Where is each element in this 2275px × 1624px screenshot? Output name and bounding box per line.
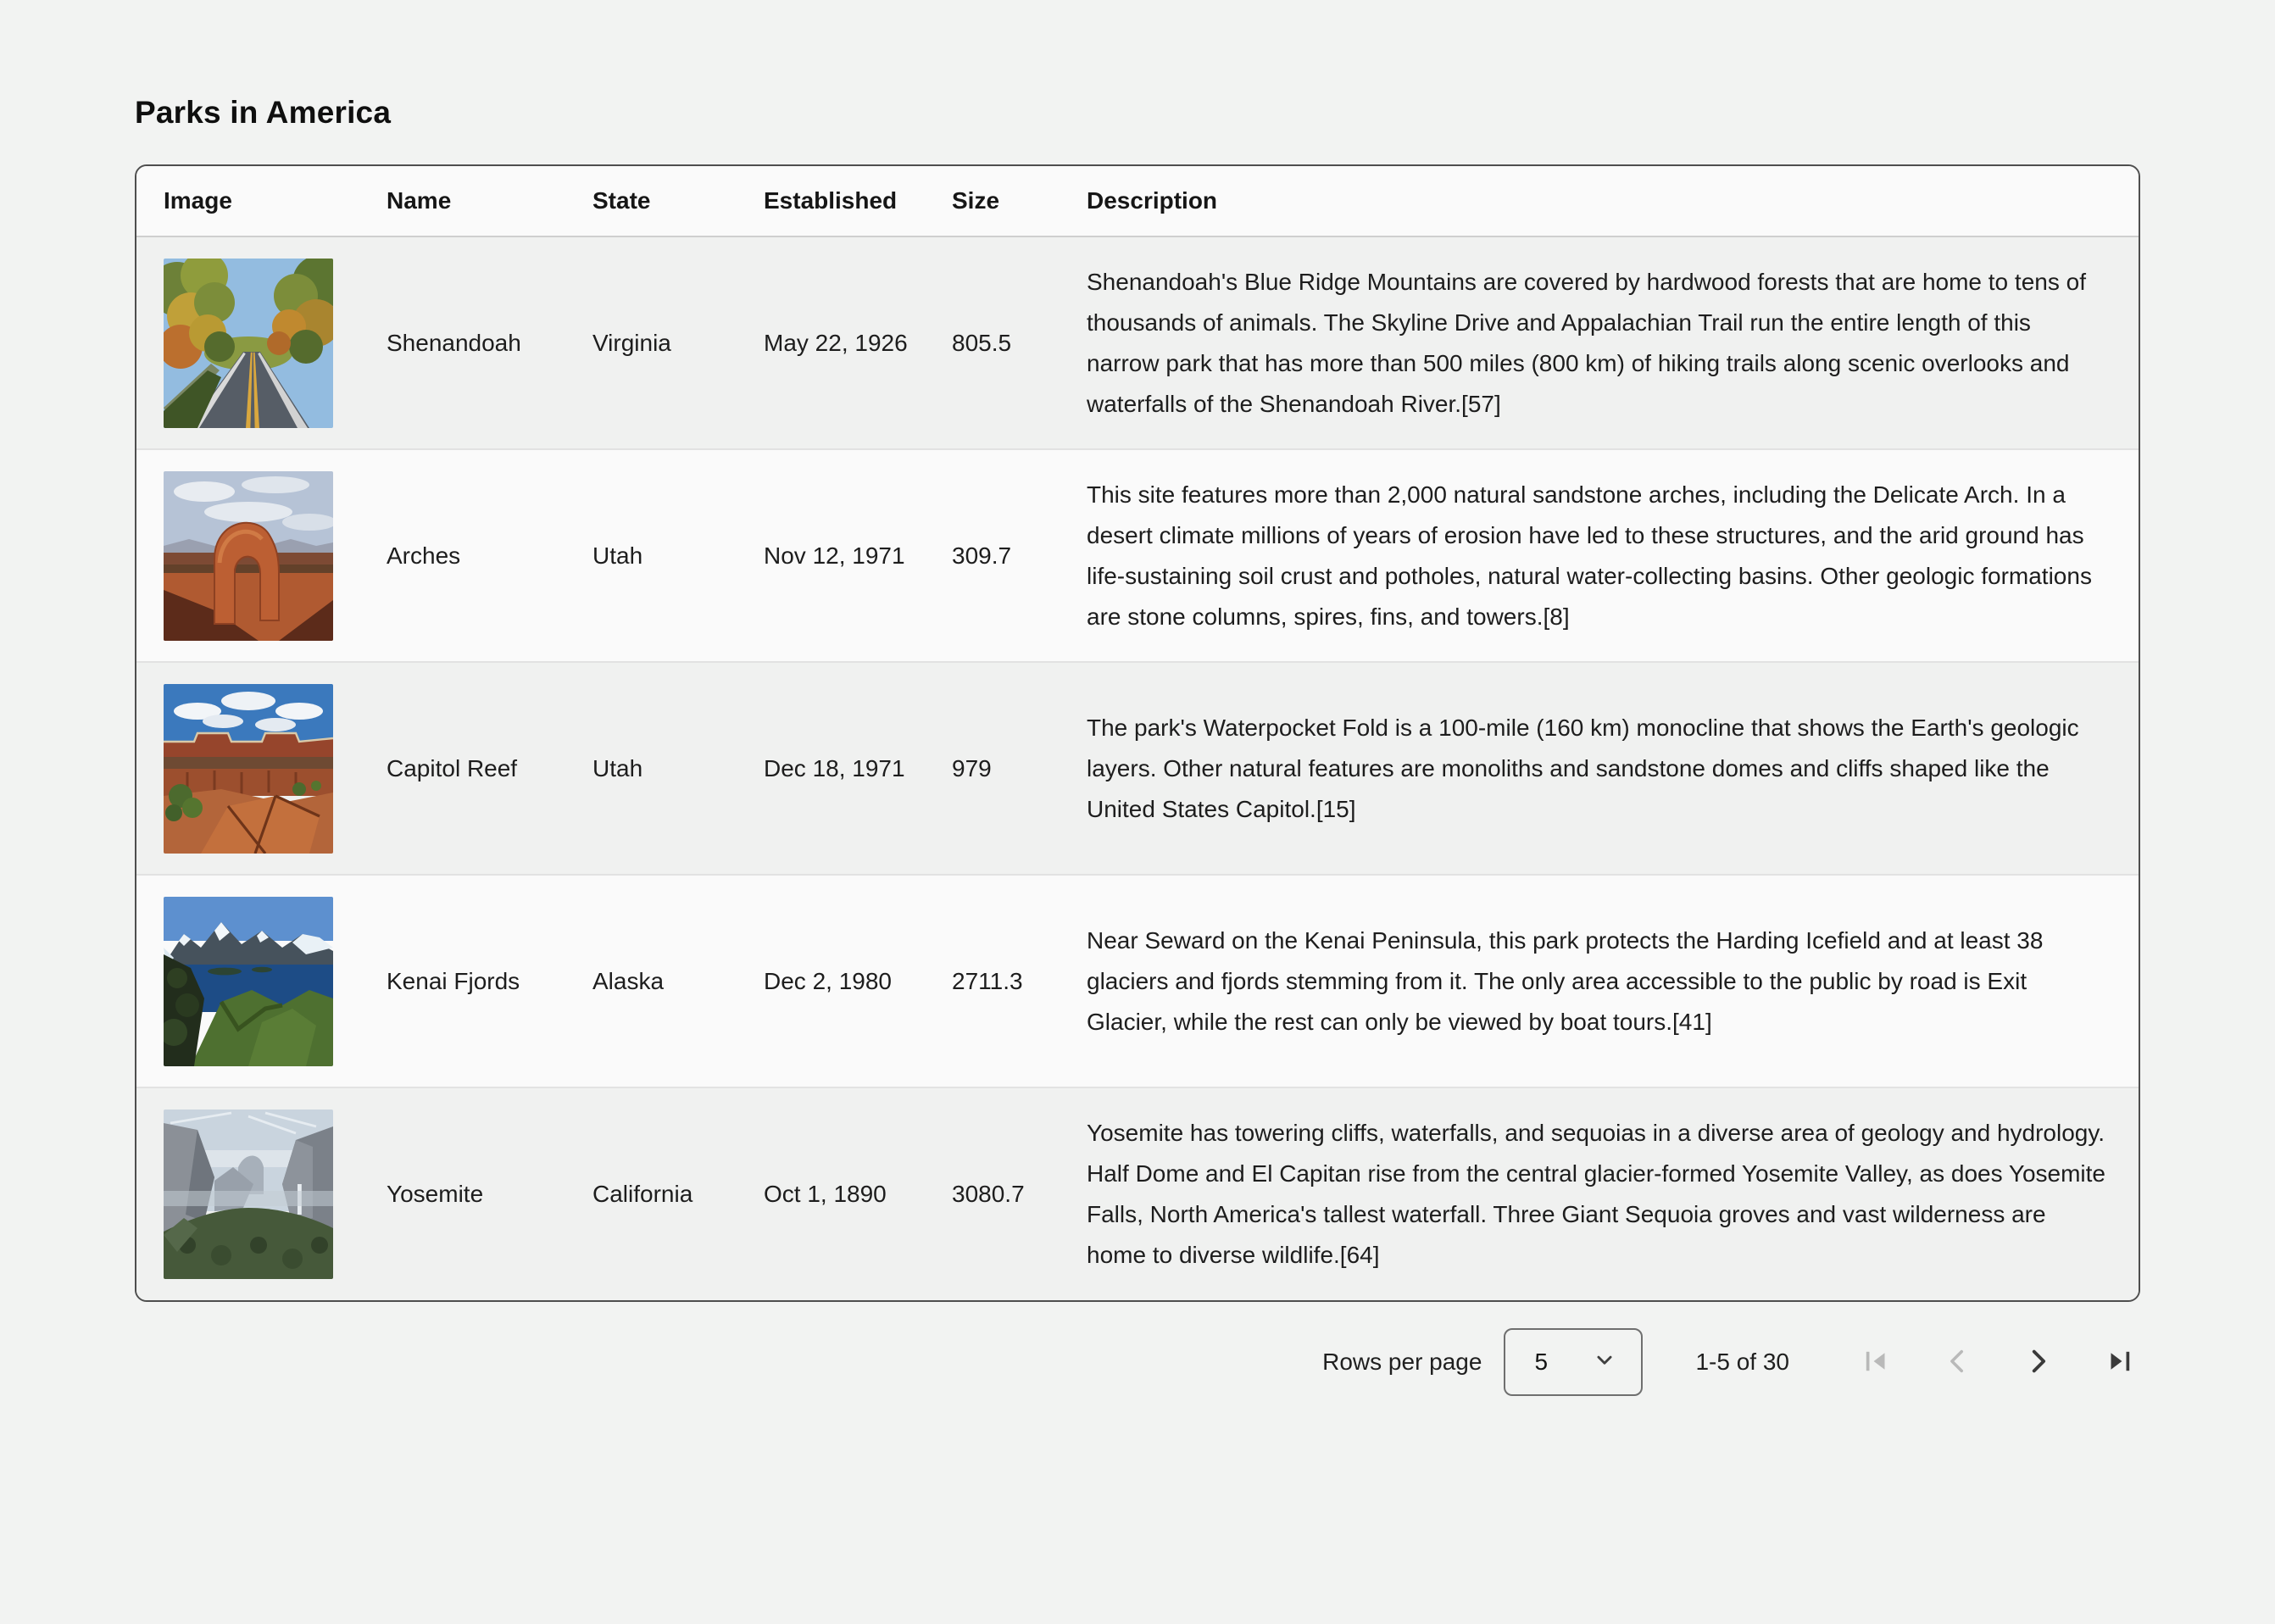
- name-cell: Shenandoah: [387, 329, 521, 356]
- state-cell: Virginia: [592, 329, 671, 356]
- established-cell: Nov 12, 1971: [737, 449, 925, 662]
- last-page-button[interactable]: [2100, 1342, 2140, 1382]
- first-page-icon: [1858, 1343, 1894, 1382]
- size-cell: 309.7: [925, 449, 1060, 662]
- page-title: Parks in America: [135, 95, 392, 130]
- next-page-button[interactable]: [2018, 1342, 2059, 1382]
- rows-per-page-select[interactable]: [1504, 1328, 1643, 1396]
- page-range-label: 1-5 of 30: [1695, 1349, 1789, 1375]
- established-cell: Oct 1, 1890: [737, 1087, 925, 1300]
- parks-table-card: [135, 164, 2140, 1302]
- state-cell: California: [565, 1087, 737, 1300]
- state-cell: Utah: [565, 449, 737, 662]
- table-row: [136, 662, 2139, 875]
- column-header-description: Description: [1060, 166, 2139, 236]
- column-header-image: Image: [136, 166, 359, 236]
- size-cell: 2711.3: [925, 875, 1060, 1087]
- pagination-nav: [1855, 1342, 2140, 1382]
- column-header-size: Size: [925, 166, 1060, 236]
- description-cell: This site features more than 2,000 natural sandstone arches, including the Delicate Arch. In a desert climate millions of years of erosion have led to these structures, and the arid ground has life-sustaining soil crust and potholes, natural water-collecting basins. Other geologic formations are stone columns, spires, fins, and towers.[8]: [1060, 449, 2139, 662]
- state-cell: Utah: [565, 662, 737, 875]
- arches-delicate-arch-photo: [164, 471, 333, 641]
- table-row: [136, 1087, 2139, 1300]
- table-row: [136, 875, 2139, 1087]
- page: [0, 95, 2275, 1397]
- established-cell: May 22, 1926: [764, 329, 908, 356]
- parks-table: [136, 166, 2139, 1300]
- description-cell: The park's Waterpocket Fold is a 100-mile (160 km) monocline that shows the Earth's geologic layers. Other natural features are monoliths and sandstone domes and cliffs shaped like the United States Capitol.[15]: [1060, 662, 2139, 875]
- name-cell: Arches: [359, 449, 565, 662]
- table-pagination: [135, 1327, 2140, 1397]
- name-cell: Capitol Reef: [359, 662, 565, 875]
- size-cell: 3080.7: [925, 1087, 1060, 1300]
- description-cell: Yosemite has towering cliffs, waterfalls, and sequoias in a diverse area of geology and hydrology. Half Dome and El Capitan rise from the central glacier-formed Yosemite Valley, as does Yosemite Falls, North America's tallest waterfall. Three Giant Sequoia groves and vast wilderness are home to diverse wildlife.[64]: [1060, 1087, 2139, 1300]
- established-cell: Dec 18, 1971: [737, 662, 925, 875]
- established-cell: Dec 2, 1980: [737, 875, 925, 1087]
- column-header-established: Established: [737, 166, 925, 236]
- table-row: [136, 449, 2139, 662]
- name-cell: Kenai Fjords: [359, 875, 565, 1087]
- shenandoah-autumn-road-photo: [164, 259, 333, 428]
- previous-page-button[interactable]: [1937, 1342, 1977, 1382]
- chevron-left-icon: [1939, 1343, 1975, 1382]
- description-cell: Shenandoah's Blue Ridge Mountains are covered by hardwood forests that are home to tens of thousands of animals. The Skyline Drive and Appalachian Trail run the entire length of this narrow park that has more than 500 miles (800 km) of hiking trails along scenic overlooks and waterfalls of the Shenandoah River.[57]: [1087, 268, 2086, 417]
- yosemite-valley-photo: [164, 1110, 333, 1279]
- name-cell: Yosemite: [359, 1087, 565, 1300]
- chevron-right-icon: [2021, 1343, 2056, 1382]
- column-header-state: State: [565, 166, 737, 236]
- header-row: [136, 166, 2139, 236]
- last-page-icon: [2102, 1343, 2138, 1382]
- size-cell: 979: [925, 662, 1060, 875]
- first-page-button[interactable]: [1855, 1342, 1896, 1382]
- capitol-reef-canyon-photo: [164, 684, 333, 854]
- rows-per-page-label: Rows per page: [1322, 1349, 1482, 1375]
- state-cell: Alaska: [565, 875, 737, 1087]
- kenai-fjords-glacier-photo: [164, 897, 333, 1066]
- description-cell: Near Seward on the Kenai Peninsula, this park protects the Harding Icefield and at least 38 glaciers and fjords stemming from it. The only area accessible to the public by road is Exit Glacier, while the rest can only be viewed by boat tours.[41]: [1060, 875, 2139, 1087]
- chevron-down-icon: [1590, 1345, 1619, 1380]
- rows-per-page-value: 5: [1534, 1349, 1549, 1375]
- column-header-name: Name: [359, 166, 565, 236]
- table-row: [136, 236, 2139, 449]
- size-cell: 805.5: [952, 329, 1012, 356]
